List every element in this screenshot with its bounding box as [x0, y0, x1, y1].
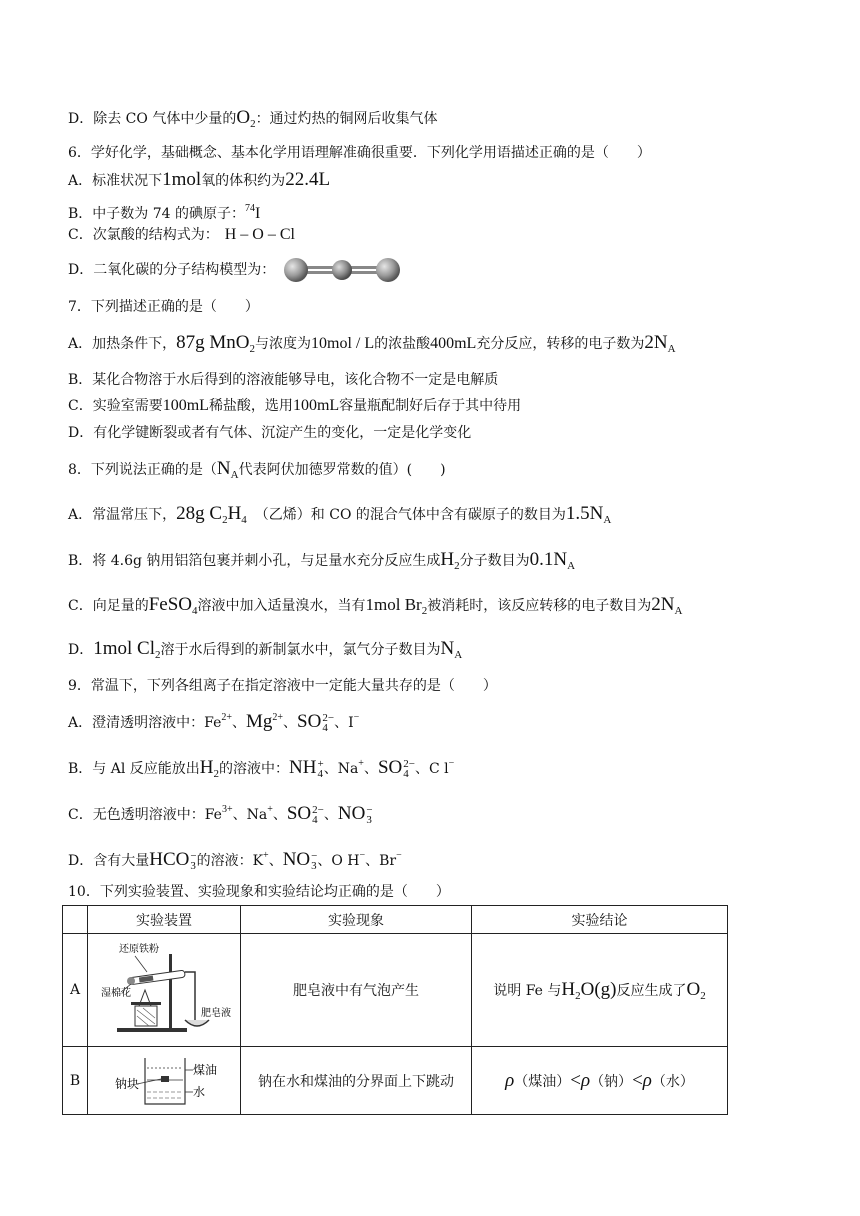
table-header-row	[63, 906, 728, 934]
formula: 1mol	[162, 169, 202, 190]
subscript: A	[454, 649, 463, 661]
formula: O	[236, 107, 251, 128]
phenomenon-text: 钠在水和煤油的分界面上下跳动	[241, 1047, 472, 1115]
option-text: 被消耗时，该反应转移的电子数目为	[427, 598, 652, 614]
subscript: 2	[421, 605, 428, 617]
option-text: 溶液中加入适量溴水，当有	[197, 598, 366, 614]
subscript: A	[667, 343, 676, 355]
sulfate-ion: SO 2− 4	[377, 757, 415, 780]
header-phenomenon: 实验现象	[241, 906, 472, 934]
label-wet-cotton: 湿棉花	[101, 988, 131, 999]
formula: 1mol Cl	[93, 638, 155, 659]
co2-ball-model	[280, 255, 404, 285]
ammonium-ion: NH + 4	[289, 757, 324, 780]
carbon-atom	[332, 260, 352, 280]
option-text: A．标准状况下	[68, 173, 163, 189]
q6-option-a	[68, 170, 330, 191]
stem-text: 代表阿伏加德罗常数的值）( )	[238, 462, 446, 478]
label-water: 水	[193, 1084, 206, 1099]
option-text: 的溶液：	[196, 853, 253, 869]
q6-option-c	[68, 225, 295, 245]
option-text: A．常温常压下，	[68, 507, 177, 523]
charge: 2+	[272, 712, 284, 723]
subscript: 2	[155, 649, 161, 661]
formula: H	[227, 503, 242, 524]
subscript: 2	[700, 989, 706, 1002]
charge: +	[267, 804, 273, 815]
q9-option-a: A．澄清透明溶液中：$Fe^{2+}$、$Mg^{2+}$、SO 2− 4 、I−	[68, 711, 360, 734]
formula: N	[216, 458, 231, 479]
apparatus-sodium-beaker	[88, 1047, 241, 1115]
formula: 400mL	[430, 335, 477, 352]
option-text: 容量瓶配制好后存于其中待用	[339, 398, 522, 414]
q7-option-b: B．某化合物溶于水后得到的溶液能够导电，该化合物不一定是电解质	[68, 372, 499, 388]
conclusion-text: （水）	[651, 1073, 694, 1090]
label-iron-powder: 还原铁粉	[119, 944, 159, 955]
formula: 100mL	[162, 397, 209, 414]
q8-option-d	[68, 639, 462, 665]
structural-formula: H – O – Cl	[224, 226, 295, 243]
q7-option-c	[68, 396, 521, 416]
option-text: A．加热条件下，	[68, 336, 177, 352]
formula: 28g C	[176, 503, 223, 524]
subscript: A	[230, 469, 239, 481]
header-apparatus: 实验装置	[88, 906, 241, 934]
subscript: 2	[454, 560, 460, 572]
apparatus-iron-steam	[88, 934, 241, 1047]
formula: 2N	[644, 332, 668, 353]
option-text: D．除去 CO 气体中少量的	[68, 111, 237, 127]
nitrate-ion: NO − 3	[282, 849, 318, 872]
option-text: C．实验室需要	[68, 398, 163, 414]
option-text: B．与 Al 反应能放出	[68, 761, 200, 777]
ion: O H	[331, 853, 360, 869]
subscript: 2	[249, 343, 255, 355]
charge: −	[359, 850, 366, 861]
option-text: （乙烯）和 CO 的混合气体中含有碳原子的数目为	[254, 507, 566, 523]
formula: 1.5N	[565, 503, 604, 524]
sodium-block	[161, 1076, 169, 1082]
option-text: ：通过灼热的铜网后收集气体	[255, 111, 438, 127]
option-text: 分子数目为	[459, 553, 530, 569]
subscript: 2	[213, 768, 220, 780]
q6-stem: 6．学好化学，基础概念、基本化学用语理解准确很重要．下列化学用语描述正确的是（ ）	[68, 145, 651, 161]
option-text: 溶于水后得到的新制氯水中，氯气分子数目为	[160, 642, 441, 658]
option-text: D．	[68, 642, 94, 658]
formula: H	[199, 757, 214, 778]
rho-symbol: ρ	[642, 1069, 652, 1091]
option-text: D．二氧化碳的分子结构模型为：	[68, 262, 276, 278]
option-text: 氧的体积约为	[201, 173, 286, 189]
charge: 2+	[221, 712, 232, 723]
conclusion-text: （钠）	[590, 1073, 633, 1090]
formula: 87g MnO	[176, 332, 250, 353]
option-text: A．澄清透明溶液中：	[68, 715, 205, 731]
formula: 0.1N	[529, 549, 568, 570]
stem-text: 8．下列说法正确的是（	[68, 462, 217, 478]
phenomenon-text: 肥皂液中有气泡产生	[241, 934, 472, 1047]
rho-symbol: ρ	[505, 1069, 515, 1091]
charge: −	[353, 712, 360, 723]
iron-steam-apparatus-diagram	[89, 934, 239, 1042]
subscript: 2	[575, 989, 581, 1002]
option-text: 充分反应，转移的电子数为	[476, 336, 645, 352]
q9-option-d: D．含有大量HCO − 3 的溶液：K+、NO − 3 、O H−、Br−	[68, 849, 402, 872]
option-text: 的浓盐酸	[374, 336, 431, 352]
option-text: B．中子数为 74 的碘原子：	[68, 206, 246, 222]
q10-stem: 10．下列实验装置、实验现象和实验结论均正确的是（ ）	[68, 884, 450, 900]
option-text: C．无色透明溶液中：	[68, 807, 205, 823]
sulfate-ion: SO 2− 4	[297, 711, 335, 734]
q9-stem: 9．常温下，下列各组离子在指定溶液中一定能大量共存的是（ ）	[68, 678, 497, 694]
q9-option-c: C．无色透明溶液中：$Fe^{3+}$、Na+、SO 2− 4 、NO − 3	[68, 803, 373, 826]
charge: 3+	[221, 804, 233, 815]
experiment-table	[62, 905, 728, 1115]
q8-option-b	[68, 550, 575, 576]
formula: H	[561, 978, 576, 1000]
nitrate-ion: NO − 3	[337, 803, 373, 826]
oxygen-atom	[284, 258, 308, 282]
row-label: B	[63, 1047, 88, 1115]
conclusion-text: 反应生成了	[616, 982, 687, 999]
conclusion-text: 说明 Fe 与	[493, 982, 562, 999]
ion: K	[252, 853, 264, 869]
q7-option-a	[68, 333, 676, 359]
header-conclusion: 实验结论	[472, 906, 728, 934]
option-text: B．将 4.6g 钠用铝箔包裹并刺小孔，与足量水充分反应生成	[68, 553, 441, 569]
rho-symbol: ρ	[580, 1069, 591, 1091]
q9-option-b: B．与 Al 反应能放出$H_2$的溶液中：NH + 4 、Na+、SO 2− 4 、C l−	[68, 757, 455, 780]
charge: +	[358, 758, 364, 769]
label-soap-solution: 肥皂液	[201, 1008, 231, 1019]
formula: 10mol / L	[311, 335, 375, 352]
row-label: A	[63, 934, 88, 1047]
formula: 1mol Br	[365, 595, 422, 614]
option-text: C．次氯酸的结构式为：	[68, 227, 219, 243]
conclusion-cell	[472, 1047, 728, 1115]
formula: 100mL	[292, 397, 340, 414]
element-symbol: I	[255, 205, 261, 222]
sulfate-ion: SO 2− 4	[286, 803, 324, 826]
formula: FeSO	[148, 594, 193, 615]
q8-option-c	[68, 595, 682, 621]
oxygen-atom	[376, 258, 400, 282]
option-text: 与浓度为	[255, 336, 311, 352]
charge: −	[448, 758, 455, 769]
q6-option-b	[68, 199, 260, 224]
q6-option-d	[68, 255, 404, 285]
conclusion-text: （煤油）	[514, 1073, 571, 1090]
charge: −	[396, 850, 402, 861]
ion: Fe	[204, 715, 222, 731]
option-text: 稀盐酸，选用	[208, 398, 293, 414]
ion: Na	[246, 807, 268, 823]
q7-option-d: D．有化学键断裂或者有气体、沉淀产生的变化，一定是化学变化	[68, 425, 472, 441]
q8-stem	[68, 459, 446, 485]
ion: I	[348, 715, 354, 731]
q7-stem: 7．下列描述正确的是（ ）	[68, 299, 259, 315]
conclusion-cell	[472, 934, 728, 1047]
ion: Fe	[204, 807, 222, 823]
formula: O	[686, 978, 701, 1000]
formula: N	[440, 638, 455, 659]
charge: +	[263, 850, 269, 861]
table-row	[63, 1047, 728, 1115]
header-blank	[63, 906, 88, 934]
label-sodium-block: 钠块	[115, 1076, 140, 1091]
option-text: D．含有大量	[68, 853, 150, 869]
formula: O(g)	[580, 978, 617, 1000]
mass-number: 74	[245, 203, 256, 214]
ion: C l	[428, 761, 449, 777]
ion: Na	[337, 761, 359, 777]
option-text: 的溶液中：	[219, 761, 290, 777]
ion: Br	[379, 853, 397, 869]
subscript: A	[603, 514, 612, 526]
q5-option-d	[68, 108, 438, 134]
formula: 22.4L	[285, 169, 331, 190]
sodium-beaker-diagram	[89, 1048, 239, 1110]
subscript: 4	[241, 514, 247, 526]
subscript: 4	[192, 605, 198, 617]
ion: Mg	[246, 711, 273, 732]
formula: H	[440, 549, 455, 570]
subscript: A	[567, 560, 576, 572]
label-kerosene: 煤油	[193, 1062, 218, 1077]
less-than: <	[570, 1069, 581, 1091]
less-than: <	[632, 1069, 643, 1091]
subscript: 2	[222, 514, 228, 526]
table-row	[63, 934, 728, 1047]
formula: 2N	[651, 594, 675, 615]
subscript: A	[674, 605, 683, 617]
q8-option-a	[68, 504, 611, 530]
bicarbonate-ion: HCO − 3	[149, 849, 197, 872]
subscript: 2	[250, 118, 256, 130]
option-text: C．向足量的	[68, 598, 149, 614]
